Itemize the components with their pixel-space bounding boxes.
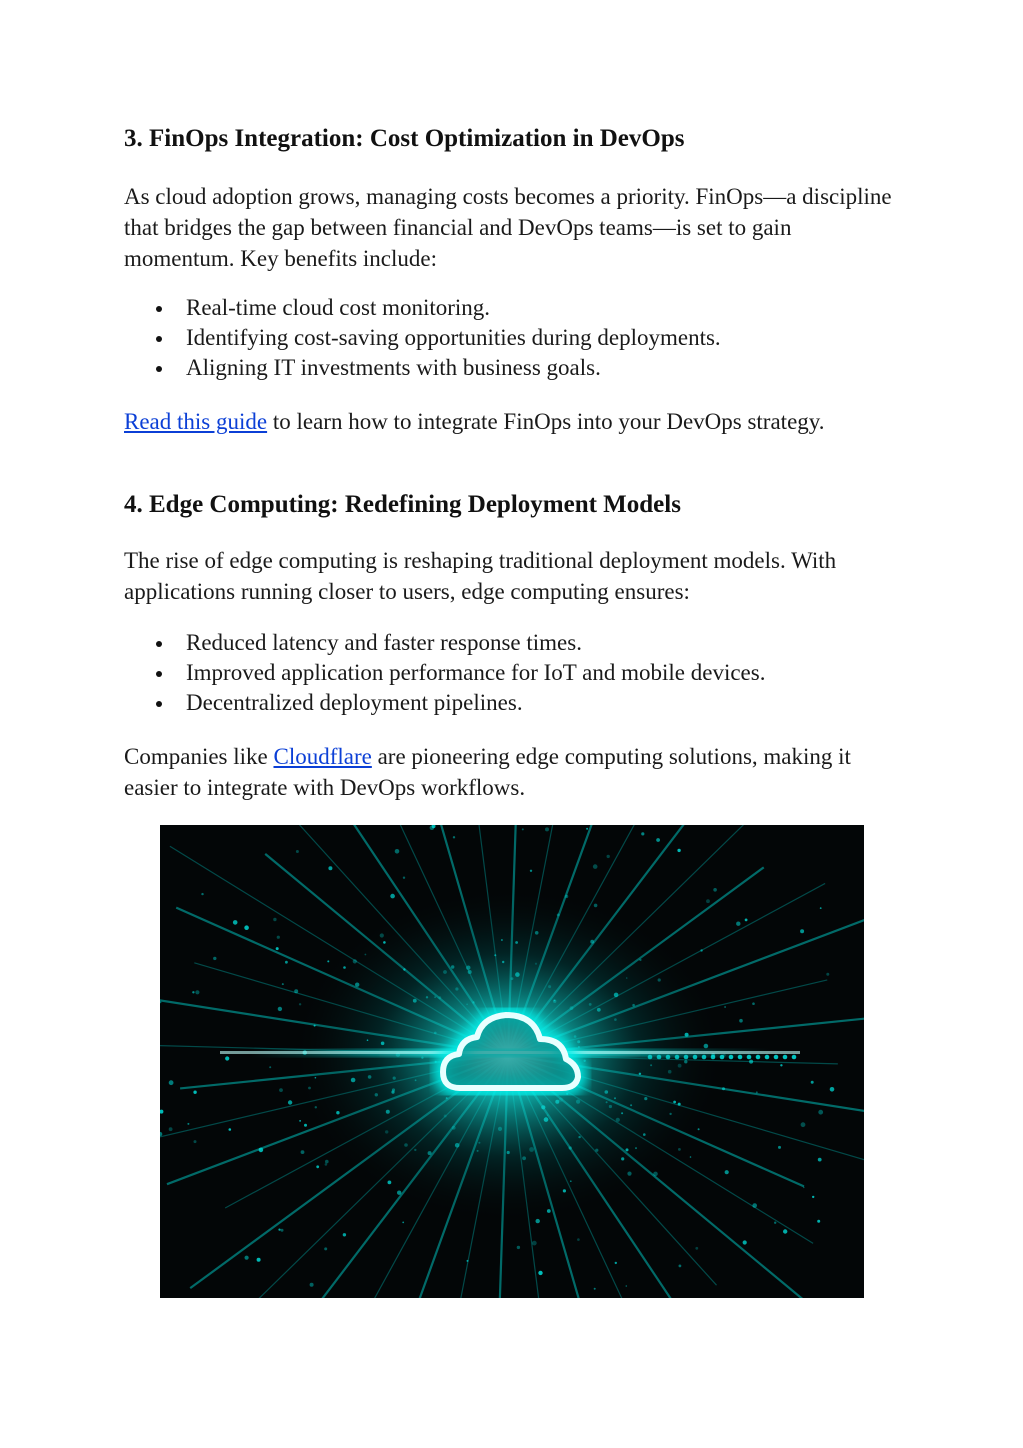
data-dot [792,1055,797,1060]
data-dot [690,1156,692,1158]
data-dot [281,1229,284,1232]
closing-text-before: Companies like [124,744,274,769]
list-item: Reduced latency and faster response times. [124,628,904,658]
list-item: Real-time cloud cost monitoring. [124,293,904,323]
data-dot [749,1060,753,1064]
data-dot [706,899,710,903]
data-dot [826,973,829,976]
data-dot [593,864,598,869]
data-dot [225,1056,229,1060]
data-dot [812,1196,814,1198]
data-dot [594,1288,596,1290]
data-dot [586,828,588,830]
cloud-computing-image [160,825,864,1298]
data-dot [780,1064,782,1066]
data-dot [325,1160,329,1164]
data-dot [530,870,532,872]
data-dot [402,1222,404,1224]
data-dot [390,894,395,899]
data-dot [233,920,238,925]
data-dot [607,855,610,858]
data-dot [273,918,276,921]
data-dot [615,1262,617,1264]
data-dot [213,957,216,960]
data-dot [577,1238,580,1241]
list-item: Improved application performance for IoT and mobile devices. [124,658,904,688]
data-dot [745,919,748,922]
data-dot [800,929,804,933]
data-dot [316,1165,319,1168]
data-dot [395,849,400,854]
data-dot [756,1091,758,1093]
list-item: Aligning IT investments with business goals. [124,353,904,383]
data-dot [700,949,702,951]
data-dot [724,1006,726,1008]
data-dot [201,893,203,895]
data-dot [517,1246,520,1249]
data-dot [811,1081,814,1084]
data-dot [285,961,288,964]
data-dot [245,1256,249,1260]
data-dot [288,1100,292,1104]
data-dot [752,1203,757,1208]
data-dot [467,1260,469,1262]
data-dot [310,1283,314,1287]
data-dot [818,1110,823,1115]
data-dot [713,888,717,892]
cloud-illustration [160,825,864,1298]
data-dot [679,1265,682,1268]
data-dot [801,1122,806,1127]
data-dot [282,983,284,985]
data-dot [743,1240,747,1244]
data-dot [343,1233,346,1236]
data-dot [296,850,299,853]
data-dot [257,1258,261,1262]
data-dot [324,1247,327,1250]
data-dot [532,1241,537,1246]
data-dot [304,1124,307,1127]
section-heading: 3. FinOps Integration: Cost Optimization in DevOps [124,125,685,152]
bullet-icon [156,641,162,647]
data-dot [453,836,455,838]
closing-text: are pioneering edge computing solutions, making it easier to integrate with DevOps workflows. [124,744,851,800]
closing-paragraph [124,406,904,437]
data-dot [752,1002,755,1005]
data-dot [783,1055,788,1060]
data-dot [830,1087,835,1092]
data-dot [656,838,660,842]
data-dot [278,1229,280,1231]
section-heading: 4. Edge Computing: Redefining Deployment Models [124,491,681,518]
data-dot [626,1285,628,1287]
data-dot [193,1091,196,1094]
bullet-icon [156,336,162,342]
data-dot [276,947,279,950]
data-dot [169,1127,173,1131]
data-dot [328,866,332,870]
data-dot [294,989,298,993]
data-dot [545,827,549,831]
data-dot [641,832,644,835]
section-finops [124,124,904,154]
section-intro [124,545,904,607]
benefits-list [124,293,904,383]
section-intro [124,181,904,274]
data-dot [277,936,280,939]
data-dot [194,1140,197,1143]
data-dot [430,825,435,830]
cloudflare-link[interactable]: Cloudflare [273,744,372,769]
list-item: Decentralized deployment pipelines. [124,688,904,718]
data-dot [229,1128,232,1131]
edge-benefits-list [124,628,904,718]
list-item: Identifying cost-saving opportunities during deployments. [124,323,904,353]
data-dot [522,828,524,830]
data-dot [774,1222,776,1224]
data-dot [278,1007,282,1011]
data-dot [803,1187,805,1189]
bullet-icon [156,671,162,677]
data-dot [244,925,249,930]
closing-paragraph [124,741,904,803]
intro-paragraph: As cloud adoption grows, managing costs becomes a priority. FinOps—a discipline that bridges the gap between financial and DevOps teams—is set to gain momentum. Key benefits include: [124,184,892,271]
bullet-icon [156,306,162,312]
data-dot [783,1229,787,1233]
section-edge-computing [124,490,904,520]
data-dot [187,1123,189,1125]
data-dot [259,1148,264,1153]
data-dot [538,1271,542,1275]
data-dot [192,991,194,993]
data-dot [817,1220,820,1223]
data-dot [195,990,199,994]
data-dot [818,1158,822,1162]
data-dot [778,1146,781,1149]
data-dot [279,1088,283,1092]
data-dot [301,1150,305,1154]
bullet-icon [156,366,162,372]
data-dot [695,1247,698,1250]
data-dot [299,1120,301,1122]
bullet-icon [156,701,162,707]
data-dot [820,907,822,909]
data-dot [736,922,740,926]
data-dot [725,1170,729,1174]
data-dot [739,1019,743,1023]
closing-text: to learn how to integrate FinOps into your DevOps strategy. [267,409,825,434]
data-dot [403,877,405,879]
data-dot [677,849,680,852]
data-dot [774,1055,779,1060]
read-guide-link[interactable]: Read this guide [124,409,268,434]
intro-paragraph: The rise of edge computing is reshaping traditional deployment models. With applications running closer to users, edge computing ensures: [124,548,837,604]
data-dot [325,1163,328,1166]
data-dot [169,1080,174,1085]
data-dot [269,1066,271,1068]
